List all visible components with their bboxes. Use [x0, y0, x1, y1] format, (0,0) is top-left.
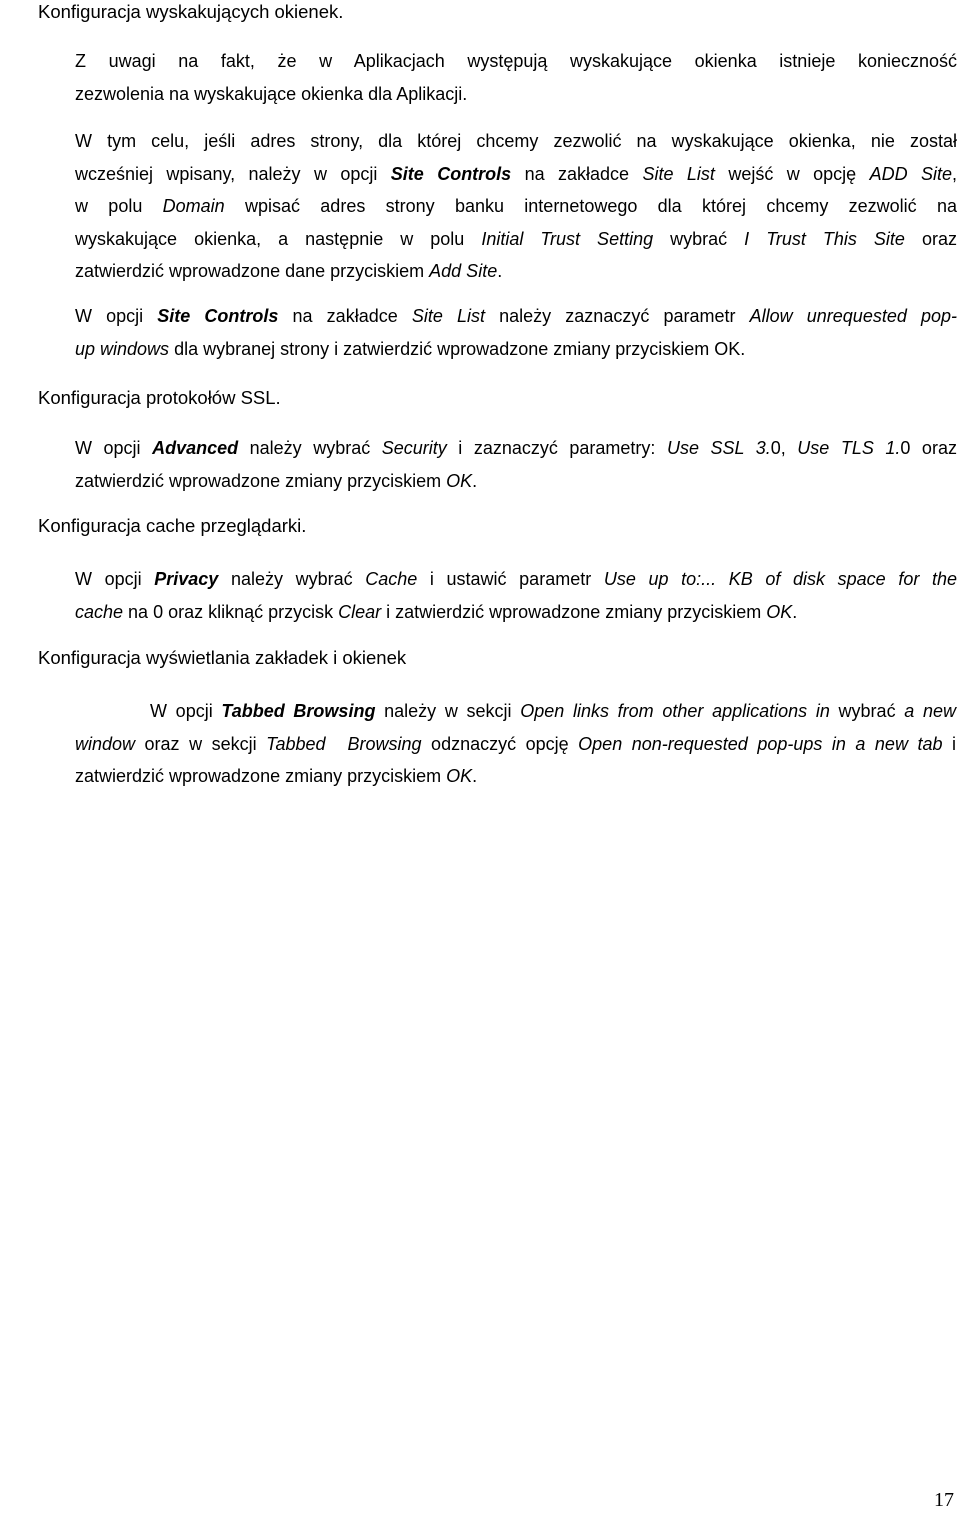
parameter-cache: cache	[75, 601, 124, 622]
text-run: na zakładce	[511, 163, 643, 184]
section-heading-cache: Konfiguracja cache przeglądarki.	[38, 515, 307, 536]
text-run: W opcji	[75, 569, 155, 589]
section-heading-popups: Konfiguracja wyskakujących okienek.	[38, 1, 344, 22]
text-run: .	[497, 261, 503, 282]
text-run: ,	[780, 438, 798, 458]
text-run: i	[942, 733, 956, 754]
text-run: zatwierdzić wprowadzone dane przyciskiem	[75, 261, 430, 282]
tab-name-site-list: Site List	[642, 163, 715, 184]
button-name-ok: OK	[446, 470, 473, 491]
text-run: i zaznaczyć parametry:	[446, 438, 667, 458]
text-line	[75, 300, 957, 333]
text-line	[0, 695, 956, 728]
paragraph-popups-intro	[75, 45, 957, 110]
text-line	[75, 255, 957, 288]
parameter-allow-popups: Allow unrequested pop-	[749, 306, 958, 326]
text-line	[75, 223, 957, 256]
paragraph-ssl	[75, 432, 957, 497]
text-run: 0	[770, 438, 781, 458]
text-run: w polu	[75, 196, 163, 217]
value-i-trust: I Trust This Site	[744, 228, 905, 249]
text-line: W tym celu, jeśli adres strony, dla której chcemy zezwolić na wyskakujące okienka, nie został	[75, 131, 957, 151]
text-run: należy wybrać	[238, 438, 382, 458]
paragraph-popups-allow	[75, 300, 957, 365]
paragraph-cache	[75, 563, 957, 628]
text-run: zatwierdzić wprowadzone zmiany przyciskiem	[75, 766, 447, 787]
text-line	[75, 563, 957, 596]
text-run: wybrać	[653, 228, 745, 249]
text-run: .	[792, 601, 798, 622]
parameter-use-tls: Use TLS 1.	[797, 438, 901, 458]
option-open-non-requested: Open non-requested pop-ups in a new tab	[578, 733, 943, 754]
section-heading-tabs: Konfiguracja wyświetlania zakładek i okienek	[38, 647, 407, 668]
option-name-site-controls: Site Controls	[390, 163, 512, 184]
text-run: oraz w sekcji	[135, 733, 267, 754]
text-run: oraz	[904, 228, 957, 249]
text-run: W opcji	[150, 701, 222, 721]
field-name-initial-trust: Initial Trust Setting	[481, 228, 654, 249]
text-run: .	[472, 470, 478, 491]
text-run: oraz	[910, 438, 957, 458]
section-name-browsing: Browsing	[347, 733, 422, 754]
button-name-ok: OK	[446, 766, 473, 787]
option-name-site-controls: Site Controls	[157, 306, 279, 326]
text-run: dla wybranej strony i zatwierdzić wprowadzone zmiany przyciskiem OK.	[169, 338, 746, 359]
text-line	[75, 465, 957, 498]
paragraph-popups-add-site	[75, 125, 957, 288]
text-run: i ustawić parametr	[417, 569, 604, 589]
option-name-tabbed-browsing: Tabbed Browsing	[221, 701, 376, 721]
text-run: na zakładce	[278, 306, 412, 326]
text-run: wybrać	[829, 701, 905, 721]
parameter-use-ssl: Use SSL 3.	[666, 438, 771, 458]
option-name-add-site: ADD Site	[869, 163, 952, 184]
text-run: wyskakujące okienka, a następnie w polu	[75, 228, 482, 249]
text-run: należy wybrać	[218, 569, 366, 589]
text-run: na 0 oraz kliknąć przycisk	[123, 601, 339, 622]
text-run: należy zaznaczyć parametr	[485, 306, 750, 326]
text-run: .	[472, 766, 478, 787]
text-run: odznaczyć opcję	[421, 733, 579, 754]
text-run: wejść w opcję	[714, 163, 870, 184]
text-run: wcześniej wpisany, należy w opcji	[75, 163, 391, 184]
option-name-privacy: Privacy	[154, 569, 219, 589]
option-name-cache: Cache	[365, 569, 418, 589]
text-line	[75, 190, 957, 223]
paragraph-tabs	[0, 695, 956, 793]
text-run: wpisać adres strony banku internetowego dla której chcemy zezwolić na	[224, 196, 957, 217]
text-line	[75, 333, 957, 366]
text-run: W opcji	[75, 438, 153, 458]
button-name-add-site: Add Site	[429, 261, 498, 282]
button-name-ok: OK	[766, 601, 793, 622]
text-run: zatwierdzić wprowadzone zmiany przyciskiem	[75, 470, 447, 491]
option-name-security: Security	[381, 438, 447, 458]
value-window: window	[75, 733, 136, 754]
button-name-clear: Clear	[338, 601, 382, 622]
text-line: Z uwagi na fakt, że w Aplikacjach występują wyskakujące okienka istnieje konieczność	[75, 51, 957, 71]
section-name-open-links: Open links from other applications in	[520, 701, 830, 721]
field-name-domain: Domain	[162, 196, 225, 217]
text-run: i zatwierdzić wprowadzone zmiany przyciskiem	[381, 601, 767, 622]
text-line	[0, 728, 956, 761]
text-run: 0	[900, 438, 911, 458]
text-line	[75, 432, 957, 465]
text-line	[0, 760, 956, 793]
text-run: W opcji	[75, 306, 158, 326]
text-run: należy w sekcji	[375, 701, 521, 721]
parameter-use-up-to: Use up to:... KB of disk space for the	[603, 569, 957, 589]
text-line: zezwolenia na wyskakujące okienka dla Aplikacji.	[75, 83, 468, 104]
section-heading-ssl: Konfiguracja protokołów SSL.	[38, 387, 281, 408]
text-line	[75, 596, 957, 629]
tab-name-site-list: Site List	[411, 306, 486, 326]
option-name-advanced: Advanced	[152, 438, 239, 458]
page-number: 17	[934, 1489, 954, 1511]
text-line	[75, 158, 957, 191]
text-run: ,	[952, 163, 958, 184]
value-a-new: a new	[904, 701, 956, 721]
section-name-tabbed: Tabbed	[266, 733, 326, 754]
parameter-allow-popups-cont: up windows	[75, 338, 170, 359]
